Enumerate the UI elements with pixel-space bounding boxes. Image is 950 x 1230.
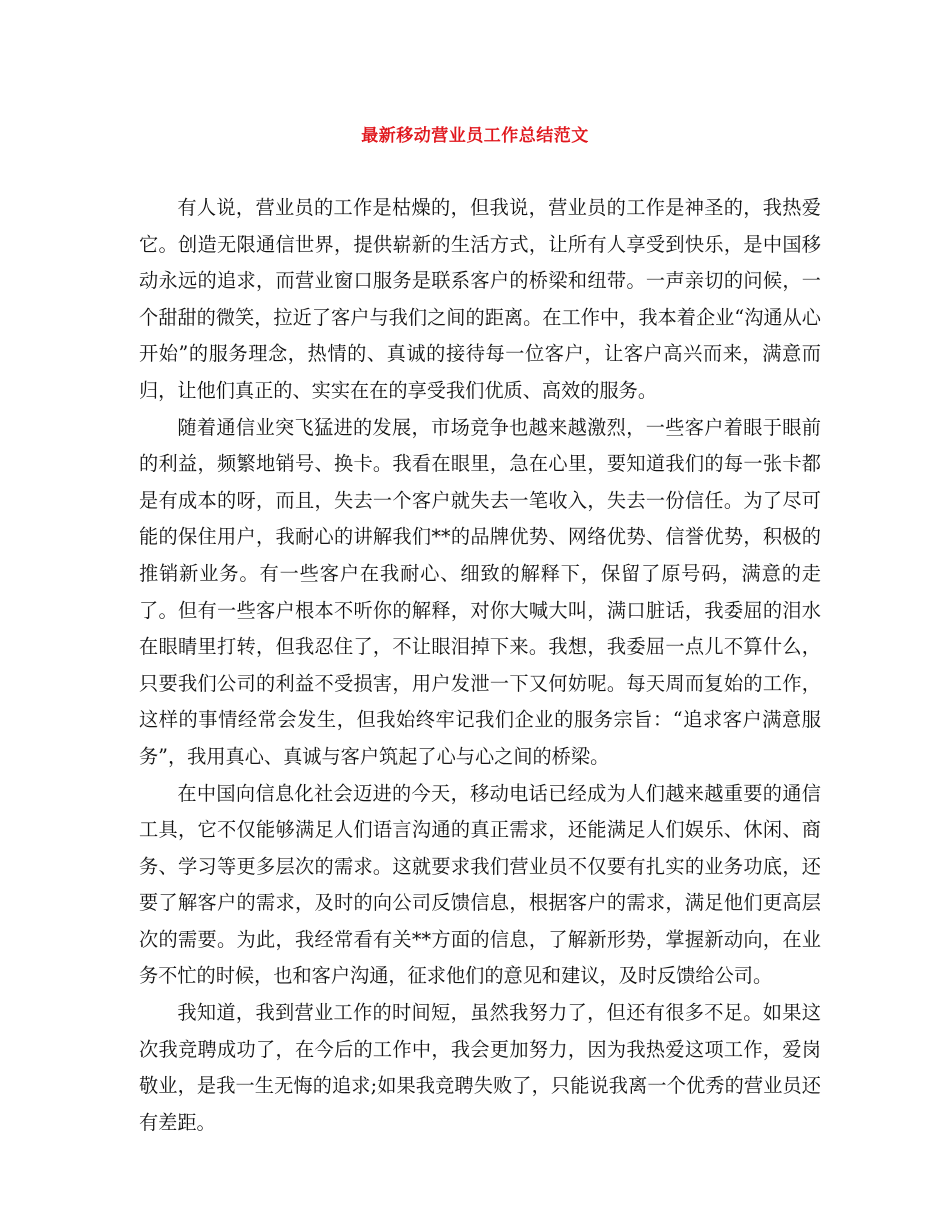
paragraph-3: 在中国向信息化社会迈进的今天，移动电话已经成为人们越来越重要的通信工具，它不仅能够满足人们语言沟通的真正需求，还能满足人们娱乐、休闲、商务、学习等更多层次的需求。这就要求我们营业员不仅要有扎实的业务功底，还要了解客户的需求，及时的向公司反馈信息，根据客户的需求，满足他们更高层次的需要。为此，我经常看有关**方面的信息，了解新形势，掌握新动向，在业务不忙的时候，也和客户沟通，征求他们的意见和建议，及时反馈给公司。 bbox=[139, 781, 821, 988]
document-title: 最新移动营业员工作总结范文 bbox=[361, 126, 589, 146]
paragraph-1: 有人说，营业员的工作是枯燥的，但我说，营业员的工作是神圣的，我热爱它。创造无限通信世界，提供崭新的生活方式，让所有人享受到快乐，是中国移动永远的追求，而营业窗口服务是联系客户的桥梁和纽带。一声亲切的问候，一个甜甜的微笑，拉近了客户与我们之间的距离。在工作中，我本着企业“沟通从心开始”的服务理念，热情的、真诚的接待每一位客户，让客户高兴而来，满意而归，让他们真正的、实实在在的享受我们优质、高效的服务。 bbox=[139, 196, 821, 402]
document-body bbox=[139, 190, 821, 1141]
paragraph-4: 我知道，我到营业工作的时间短，虽然我努力了，但还有很多不足。如果这次我竞聘成功了，在今后的工作中，我会更加努力，因为我热爱这项工作，爱岗敬业，是我一生无悔的追求;如果我竞聘失败了，只能说我离一个优秀的营业员还有差距。 bbox=[139, 1001, 821, 1134]
paragraph-2: 随着通信业突飞猛进的发展，市场竞争也越来越激烈，一些客户着眼于眼前的利益，频繁地销号、换卡。我看在眼里，急在心里，要知道我们的每一张卡都是有成本的呀，而且，失去一个客户就失去一笔收入，失去一份信任。为了尽可能的保住用户，我耐心的讲解我们**的品牌优势、网络优势、信誉优势，积极的推销新业务。有一些客户在我耐心、细致的解释下，保留了原号码，满意的走了。但有一些客户根本不听你的解释，对你大喊大叫，满口脏话，我委屈的泪水在眼睛里打转，但我忍住了，不让眼泪掉下来。我想，我委屈一点儿不算什么，只要我们公司的利益不受损害，用户发泄一下又何妨呢。每天周而复始的工作，这样的事情经常会发生，但我始终牢记我们企业的服务宗旨：“追求客户满意服务”，我用真心、真诚与客户筑起了心与心之间的桥梁。 bbox=[139, 415, 821, 768]
